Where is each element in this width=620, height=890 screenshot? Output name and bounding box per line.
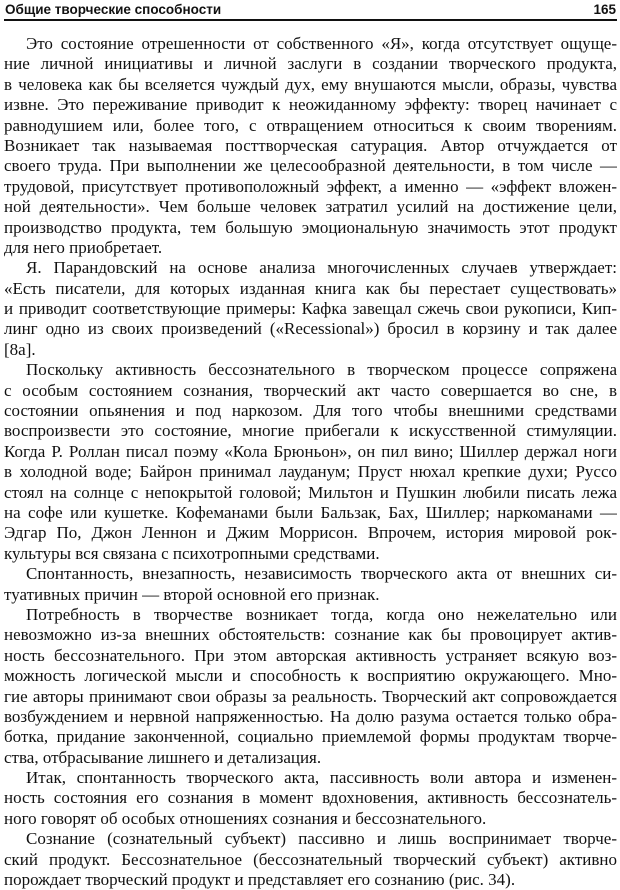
text-line: воспроизвести это состояние, многие прибегали к искусственной стимуляции. bbox=[4, 421, 617, 441]
text-line: и приводит соответствующие примеры: Кафка завещал сжечь свои рукописи, Кип- bbox=[4, 299, 617, 319]
text-line: порождает творческий продукт и представляет его сознанию (рис. 34). bbox=[4, 870, 516, 890]
text-line: равнодушием или, более того, с отвращением относиться к своим творениям. bbox=[4, 115, 617, 135]
text-line: гие авторы принимают свои образы за реальность. Творческий акт сопровождается bbox=[4, 686, 617, 706]
text-line: для него приобретает. bbox=[4, 237, 163, 257]
text-line: производство продукта, тем большую эмоциональную значимость этот продукт bbox=[4, 217, 617, 237]
running-title: Общие творческие способности bbox=[5, 2, 222, 17]
paragraph bbox=[4, 564, 617, 605]
text-line: стоял на солнце с непокрытой головой; Мильтон и Пушкин любили писать лежа bbox=[4, 482, 617, 502]
text-line: возбуждением и нервной напряженностью. На долю разума остается только обра- bbox=[4, 706, 617, 726]
text-line: культуры вся связана с психотропными средствами. bbox=[4, 543, 380, 563]
text-line: туативных причин — второй основной его признак. bbox=[4, 584, 380, 604]
text-line: в холодной воде; Байрон принимал лауданум; Пруст нюхал крепкие духи; Руссо bbox=[4, 462, 617, 482]
paragraph bbox=[4, 258, 617, 360]
page-number: 165 bbox=[593, 2, 616, 17]
paragraph bbox=[4, 360, 617, 564]
text-line: Поскольку активность бессознательного в творческом процессе сопряжена bbox=[26, 360, 617, 380]
text-line: ность бессознательного. При этом авторская активность устраняет всякую воз- bbox=[4, 645, 617, 665]
text-line: извне. Это переживание приводит к неожиданному эффекту: творец начинает с bbox=[4, 95, 617, 115]
text-line: Итак, спонтанность творческого акта, пассивность воли автора и изменен- bbox=[26, 768, 617, 788]
text-line: ский продукт. Бессознательное (бессознательный творческий субъект) активно bbox=[4, 849, 617, 869]
text-line: Сознание (сознательный субъект) пассивно и лишь воспринимает творче- bbox=[26, 829, 617, 849]
text-line: Эдгар По, Джон Леннон и Джим Моррисон. Впрочем, история мировой рок- bbox=[4, 523, 617, 543]
text-line: ной деятельности». Чем больше человек затратил усилий на достижение цели, bbox=[4, 197, 617, 217]
text-line: состоянии опьянения и под наркозом. Для того чтобы внешними средствами bbox=[4, 401, 617, 421]
text-line: ного говорят об особых отношениях сознания и бессознательного. bbox=[4, 808, 487, 828]
text-line: [8а]. bbox=[4, 339, 36, 359]
text-line: ность состояния его сознания в момент вдохновения, активность бессознатель- bbox=[4, 788, 617, 808]
text-line: «Есть писатели, для которых изданная книга как бы перестает существовать» bbox=[4, 278, 617, 298]
text-line: в человека как бы вселяется чуждый дух, ему внушаются мысли, образы, чувства bbox=[4, 74, 617, 94]
text-line: Это состояние отрешенности от собственного «Я», когда отсутствует ощуще- bbox=[26, 34, 617, 53]
text-line: невозможно из-за внешних обстоятельств: сознание как бы провоцирует актив- bbox=[4, 625, 617, 645]
text-line: можность логической мысли и способность к восприятию окружающего. Мно- bbox=[4, 666, 617, 686]
text-line: Потребность в творчестве возникает тогда, когда оно нежелательно или bbox=[26, 604, 617, 624]
paragraph bbox=[4, 605, 617, 768]
text-line: Я. Парандовский на основе анализа многочисленных случаев утверждает: bbox=[26, 258, 617, 278]
text-line: Спонтанность, внезапность, независимость творческого акта от внешних си- bbox=[26, 564, 617, 584]
text-line: линг одно из своих произведений («Recessional») бросил в корзину и так далее bbox=[4, 319, 617, 339]
paragraph bbox=[4, 829, 617, 890]
paragraph bbox=[4, 34, 617, 258]
text-line: своего труда. При выполнении же целесообразной деятельности, в том числе — bbox=[4, 156, 617, 176]
text-line: трудовой, присутствует противоположный эффект, а именно — «эффект вложен- bbox=[4, 176, 617, 196]
text-line: ние личной инициативы и личной заслуги в создании творческого продукта, bbox=[4, 54, 617, 74]
text-line: Когда Р. Роллан писал поэму «Кола Брюньон», он пил вино; Шиллер держал ноги bbox=[4, 441, 617, 461]
text-line: ства, отбрасывание лишнего и детализация. bbox=[4, 747, 322, 767]
text-line: на софе или кушетке. Кофеманами были Бальзак, Бах, Шиллер; наркоманами — bbox=[4, 502, 617, 522]
text-line: Возникает так называемая посттворческая сатурация. Автор отчуждается от bbox=[4, 135, 617, 155]
page-header bbox=[4, 0, 617, 21]
paragraph bbox=[4, 768, 617, 829]
text-line: с особым состоянием сознания, творческий акт часто совершается во сне, в bbox=[4, 380, 617, 400]
page-body bbox=[4, 34, 617, 890]
text-line: ботка, придание законченной, социально приемлемой формы продуктам творче- bbox=[4, 727, 617, 747]
